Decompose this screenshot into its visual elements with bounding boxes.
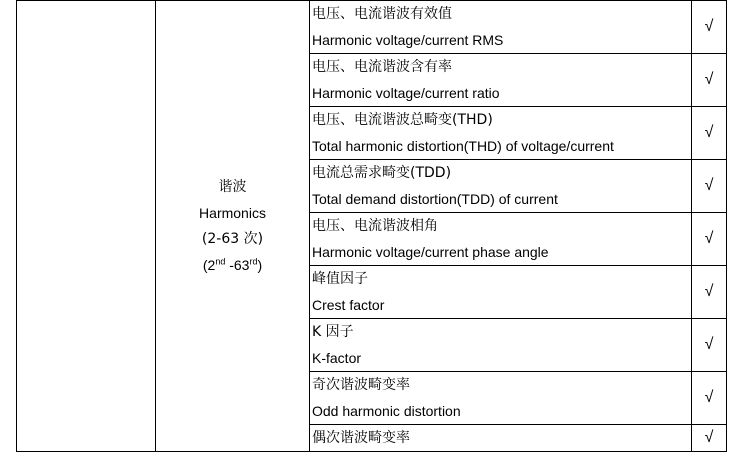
table-row <box>17 1 727 54</box>
range-open: (2 <box>202 257 216 273</box>
item-zh: 奇次谐波畸变率 <box>312 377 410 393</box>
category-zh: 谐波 <box>218 179 247 195</box>
item-zh: 电压、电流谐波总畸变(THD) <box>312 112 493 128</box>
check-mark: √ <box>692 372 727 425</box>
category-en: Harmonics <box>199 205 266 221</box>
item-zh: 电流总需求畸变(TDD) <box>312 165 452 181</box>
range-close: ) <box>257 257 263 273</box>
item-en: Harmonic voltage/current RMS <box>312 32 504 48</box>
check-mark: √ <box>692 319 727 372</box>
item-cell <box>310 54 692 107</box>
item-cell <box>310 266 692 319</box>
item-zh: 电压、电流谐波含有率 <box>312 59 452 75</box>
item-zh: 电压、电流谐波有效值 <box>312 6 452 22</box>
check-mark: √ <box>692 425 727 452</box>
category-range-en <box>156 252 309 278</box>
item-en: Crest factor <box>312 297 385 313</box>
left-empty-cell <box>17 1 156 452</box>
item-cell <box>310 372 692 425</box>
item-zh: 偶次谐波畸变率 <box>312 430 410 446</box>
item-zh: 电压、电流谐波相角 <box>312 218 438 234</box>
check-mark: √ <box>692 213 727 266</box>
item-cell <box>310 213 692 266</box>
item-zh: K 因子 <box>312 324 354 340</box>
check-mark: √ <box>692 107 727 160</box>
item-cell <box>310 107 692 160</box>
item-cell <box>310 319 692 372</box>
check-mark: √ <box>692 1 727 54</box>
feature-table <box>16 0 727 452</box>
check-mark: √ <box>692 54 727 107</box>
item-en: Odd harmonic distortion <box>312 403 461 419</box>
item-zh: 峰值因子 <box>312 271 368 287</box>
check-mark: √ <box>692 160 727 213</box>
item-en: Total harmonic distortion(THD) of voltage/current <box>312 138 614 154</box>
range-sup-nd: nd <box>215 256 226 267</box>
item-cell <box>310 160 692 213</box>
item-en: Harmonic voltage/current ratio <box>312 85 500 101</box>
item-en: K-factor <box>312 350 362 366</box>
range-mid: -63 <box>225 257 250 273</box>
item-cell <box>310 425 692 452</box>
check-mark: √ <box>692 266 727 319</box>
category-range: (2-63 次) <box>201 231 264 247</box>
range-sup-rd: rd <box>249 256 258 267</box>
category-cell <box>156 1 310 452</box>
item-cell <box>310 1 692 54</box>
item-en: Total demand distortion(TDD) of current <box>312 191 558 207</box>
item-en: Harmonic voltage/current phase angle <box>312 244 549 260</box>
